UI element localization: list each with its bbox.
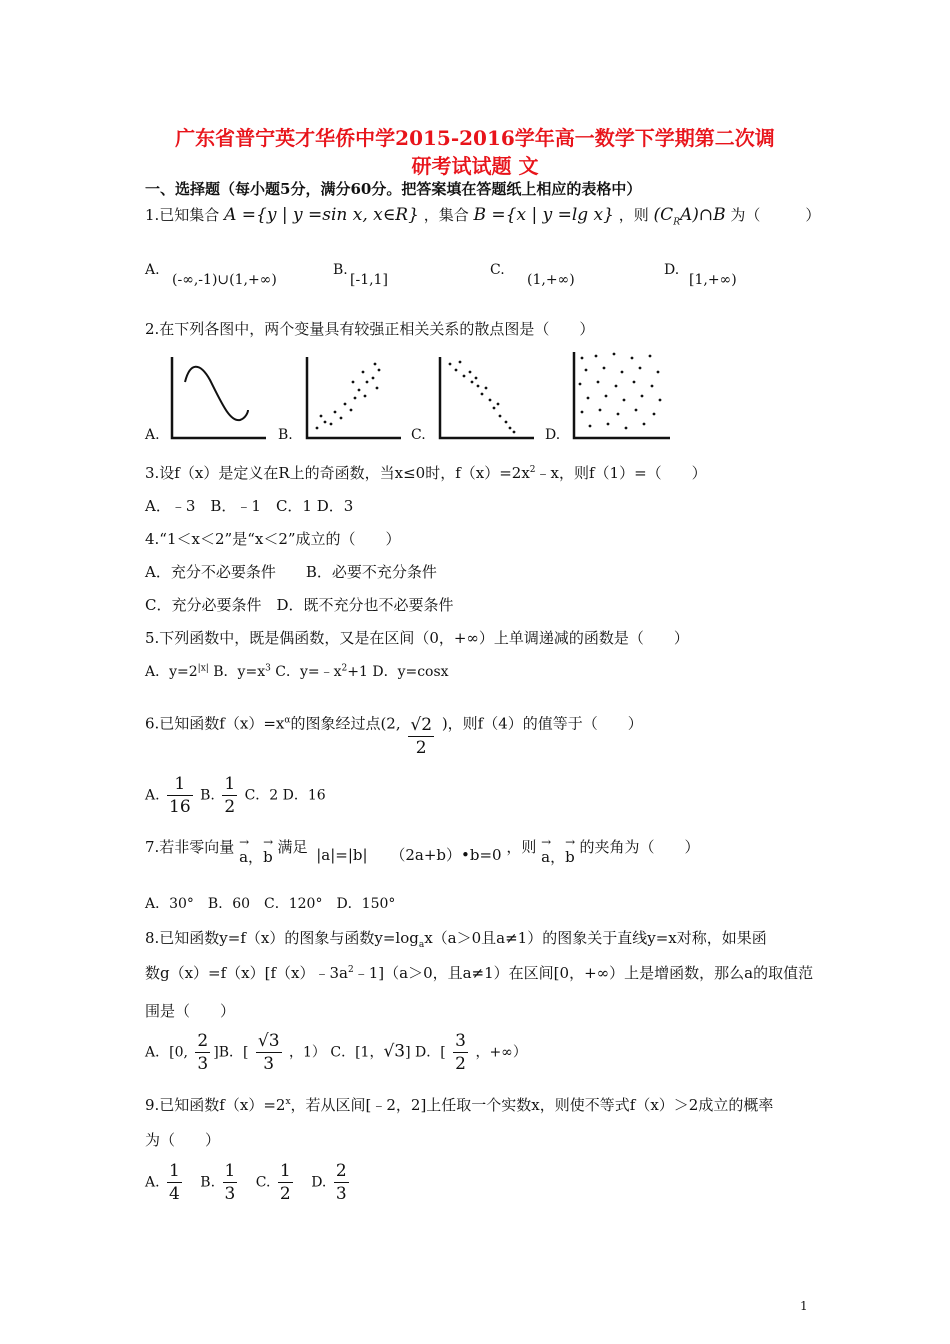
- q1-option-a: (-∞,-1)∪(1,+∞): [172, 272, 277, 288]
- q2-graph-d: [562, 348, 672, 442]
- q8-options: A．[0, $\frac{2}{3}$ ]B．[ $\frac{√3}{3}$ ，1） C．[1，√3] D．[ $\frac{3}{2}$ ，+∞）: [145, 1031, 527, 1074]
- q3-options: A．﹣3 B．﹣1 C．1 D．3: [145, 497, 354, 515]
- q2-graph-c: [428, 352, 538, 442]
- question-8-line3: 围是（ ）: [145, 1002, 236, 1020]
- q2-label-b: B.: [278, 427, 293, 443]
- question-8-line1: 8.已知函数y=f（x）的图象与函数$y=\log_ax(a>0$且a≠1）的图象关于直线y=x对称，如果函: [145, 929, 767, 950]
- q1-option-c: (1,+∞): [527, 272, 575, 288]
- q2-graph-b-points: [316, 363, 381, 430]
- q1-option-d-label: D.: [664, 262, 680, 278]
- question-9-line1: 9.已知函数$f(x)=2^x$，若从区间[﹣2，2]上任取一个实数x，则使不等式f（x）＞2成立的概率: [145, 1096, 774, 1114]
- q8-option-b-fraction: $\frac{√3}{3}$: [257, 1031, 280, 1074]
- page-number: 1: [800, 1299, 808, 1313]
- q7-options: A．30° B．60 C．120° D．150°: [145, 896, 396, 912]
- q1-option-b: [-1,1]: [350, 272, 388, 288]
- question-7: 7.若非零向量 → a，→ b 满足 |a|=|b| （2a+b）•b=0 ，则 → a，→ b 的夹角为（ ）: [145, 836, 700, 857]
- q9-option-a-fraction: $\frac{1}{4}$: [169, 1161, 180, 1204]
- question-5: 5.下列函数中，既是偶函数，又是在区间（0，+∞）上单调递减的函数是（ ）: [145, 629, 689, 647]
- section-heading: 一、选择题（每小题5分，满分60分。把答案填在答题纸上相应的表格中）: [145, 180, 642, 198]
- q1-option-d: [1,+∞): [689, 272, 737, 288]
- q6-option-a-fraction: $\frac{1}{16}$: [169, 774, 191, 817]
- q2-graph-d-points: [579, 353, 662, 430]
- q1-set-b: B ={x | y =lg x}: [473, 205, 614, 225]
- q2-graph-c-points: [449, 361, 516, 434]
- q6-point-fraction: $\frac{√2}{2}$: [410, 715, 433, 758]
- q2-label-d: D.: [545, 427, 561, 443]
- q2-label-a: A.: [145, 427, 160, 443]
- q1-option-b-label: B.: [333, 262, 348, 278]
- q2-graph-a: [160, 352, 270, 442]
- q8-option-d-fraction: $\frac{3}{2}$: [455, 1031, 466, 1074]
- q7-condition-1: |a|=|b|: [316, 846, 368, 864]
- question-8-line2: 数$g(x)=f(x)[f(x)﹣3a^2﹣1](a>0$，且a≠1）在区间[0，+∞）上是增函数，那么a的取值范: [145, 964, 814, 982]
- question-3: 3.设f（x）是定义在R上的奇函数，当x≤0时，$f(x)=2x^2﹣x$，则f（1）=（ ）: [145, 464, 707, 482]
- q4-options-2: C．充分必要条件 D．既不充分也不必要条件: [145, 596, 454, 614]
- q6-options: A. $\frac{1}{16}$ B. $\frac{1}{2}$ C．2 D．16: [145, 774, 326, 817]
- q1-option-c-label: C.: [490, 262, 505, 278]
- question-2: 2.在下列各图中，两个变量具有较强正相关关系的散点图是（ ）: [145, 320, 595, 338]
- q6-option-b-fraction: $\frac{1}{2}$: [224, 774, 236, 817]
- page-title-line2: 研考试试题 文: [411, 154, 539, 178]
- q7-condition-2: （2a+b）•b=0: [390, 846, 502, 864]
- q8-option-a-fraction: $\frac{2}{3}$: [197, 1031, 209, 1074]
- q9-options: A. $\frac{1}{4}$ B. $\frac{1}{3}$ C. $\frac{1}{2}$ D. $\frac{2}{3}$: [145, 1161, 347, 1204]
- q1-prefix: 1.已知集合: [145, 206, 220, 224]
- q9-option-d-fraction: $\frac{2}{3}$: [335, 1161, 347, 1204]
- question-9-line2: 为（ ）: [145, 1131, 221, 1149]
- q9-option-c-fraction: $\frac{1}{2}$: [279, 1161, 291, 1204]
- q4-options-1: A．充分不必要条件 B．必要不充分条件: [145, 563, 437, 581]
- q1-mid2: ，则: [618, 206, 649, 224]
- q1-expr: $(C_RA)\cap B$: [653, 205, 726, 228]
- page-title-line1: 广东省普宁英才华侨中学2015-2016学年高一数学下学期第二次调: [175, 126, 775, 150]
- q1-set-a: A ={y | y =sin x, x∈R}: [224, 205, 419, 225]
- q2-label-c: C.: [411, 427, 426, 443]
- question-4: 4.“1＜x＜2”是“x＜2”成立的（ ）: [145, 530, 401, 548]
- q2-graph-b: [295, 352, 405, 442]
- q9-option-b-fraction: $\frac{1}{3}$: [224, 1161, 236, 1204]
- q1-mid: ，集合: [423, 206, 469, 224]
- question-6: 6.已知函数$f(x)=x^\alpha$的图象经过点(2, $\frac{√2}{2}$ )，则f（4）的值等于（ ）: [145, 714, 643, 758]
- q5-options: A．$y=2^{|x|}$ B．$y=x^3$ C．$y=﹣x^2+1$ D．y=cosx: [145, 663, 449, 680]
- q1-option-a-label: A.: [145, 262, 160, 278]
- question-1: [145, 204, 820, 227]
- q1-suffix: 为（ ）: [730, 206, 821, 224]
